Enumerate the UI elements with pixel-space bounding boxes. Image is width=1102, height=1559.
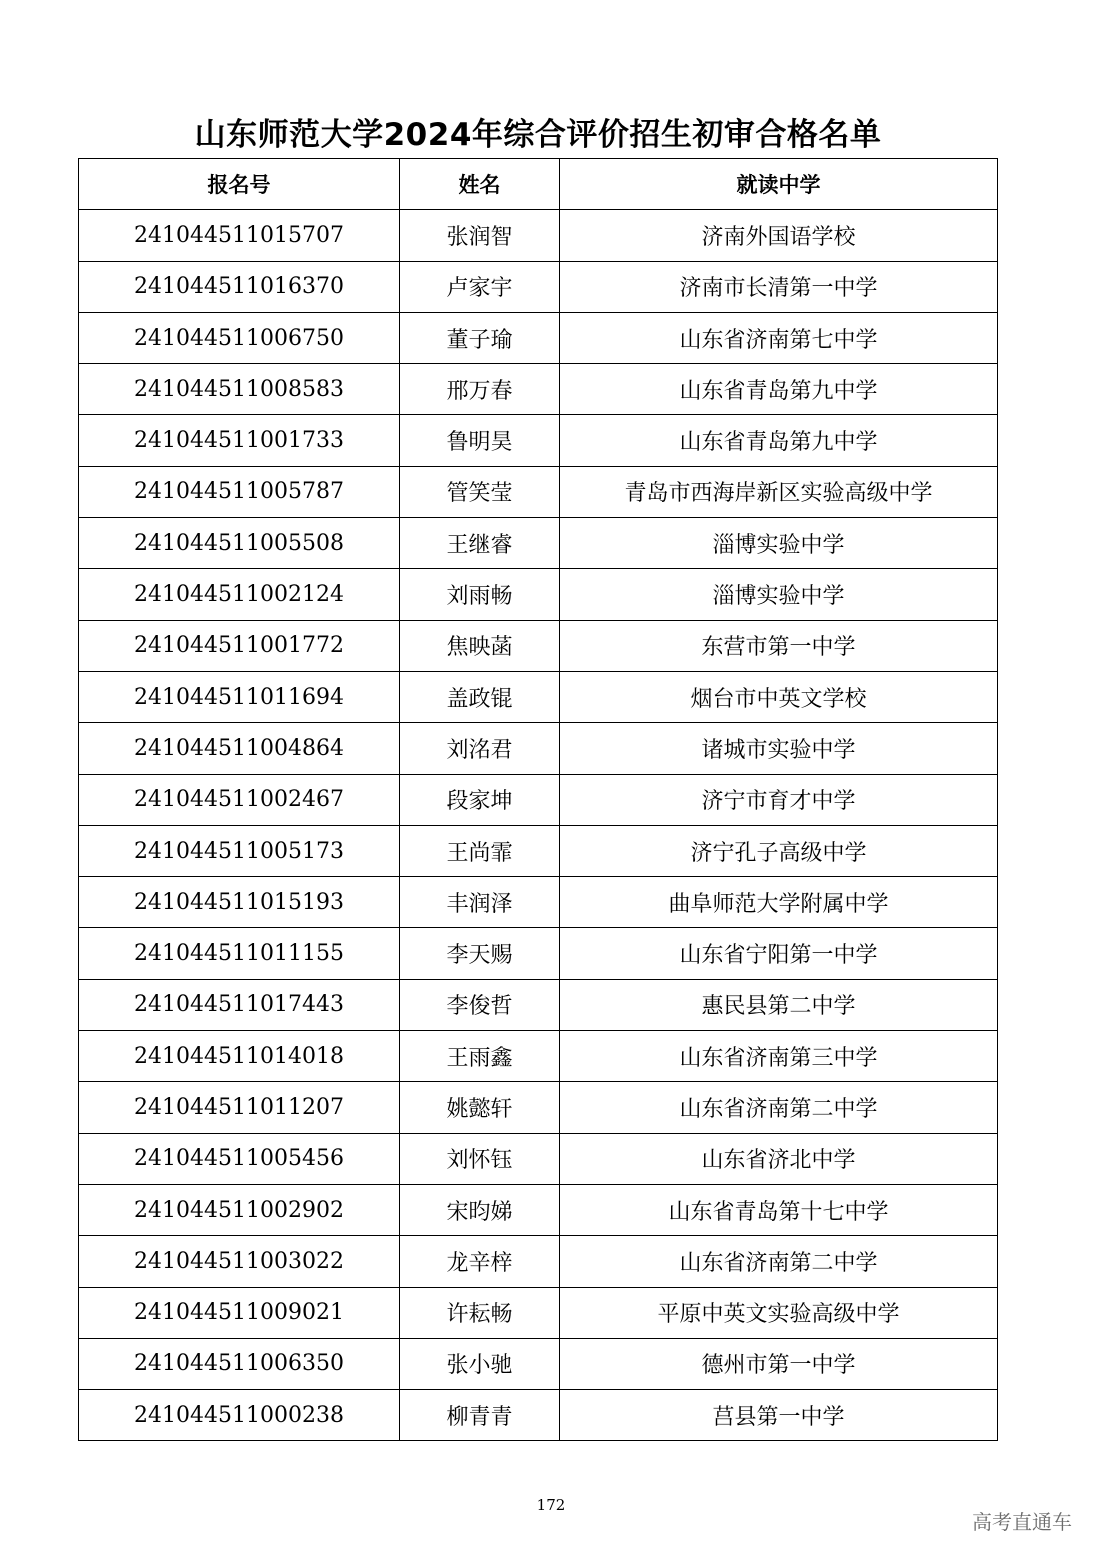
student-name-cell: 董子瑜 — [400, 312, 560, 363]
registration-number-cell: 241044511002902 — [79, 1184, 400, 1235]
table-row — [79, 723, 998, 774]
table-row — [79, 1287, 998, 1338]
registration-number-cell: 241044511006750 — [79, 312, 400, 363]
registration-number-cell: 241044511014018 — [79, 1031, 400, 1082]
student-name-cell: 鲁明昊 — [400, 415, 560, 466]
school-cell: 济南外国语学校 — [560, 210, 998, 261]
school-cell: 济宁孔子高级中学 — [560, 825, 998, 876]
student-name-cell: 张小驰 — [400, 1338, 560, 1389]
student-name-cell: 李俊哲 — [400, 979, 560, 1030]
school-cell: 济南市长清第一中学 — [560, 261, 998, 312]
table-row — [79, 979, 998, 1030]
table-row — [79, 620, 998, 671]
student-name-cell: 焦映菡 — [400, 620, 560, 671]
table-row — [79, 928, 998, 979]
school-cell: 惠民县第二中学 — [560, 979, 998, 1030]
registration-number-cell: 241044511002467 — [79, 774, 400, 825]
table-row — [79, 518, 998, 569]
registration-number-cell: 241044511005508 — [79, 518, 400, 569]
header-registration-number: 报名号 — [79, 159, 400, 210]
student-name-cell: 李天赐 — [400, 928, 560, 979]
registration-number-cell: 241044511003022 — [79, 1236, 400, 1287]
registration-number-cell: 241044511017443 — [79, 979, 400, 1030]
student-name-cell: 邢万春 — [400, 364, 560, 415]
table-row — [79, 671, 998, 722]
school-cell: 山东省青岛第九中学 — [560, 415, 998, 466]
student-name-cell: 张润智 — [400, 210, 560, 261]
school-cell: 平原中英文实验高级中学 — [560, 1287, 998, 1338]
student-name-cell: 卢家宇 — [400, 261, 560, 312]
student-name-cell: 丰润泽 — [400, 877, 560, 928]
school-cell: 烟台市中英文学校 — [560, 671, 998, 722]
student-name-cell: 王雨鑫 — [400, 1031, 560, 1082]
student-name-cell: 许耘畅 — [400, 1287, 560, 1338]
table-row — [79, 1133, 998, 1184]
student-name-cell: 龙辛梓 — [400, 1236, 560, 1287]
candidate-table — [78, 158, 998, 1441]
table-row — [79, 364, 998, 415]
table-row — [79, 466, 998, 517]
table-row — [79, 1184, 998, 1235]
watermark-text: 高考直通车 — [972, 1510, 1072, 1534]
header-name: 姓名 — [400, 159, 560, 210]
student-name-cell: 刘雨畅 — [400, 569, 560, 620]
school-cell: 淄博实验中学 — [560, 569, 998, 620]
registration-number-cell: 241044511000238 — [79, 1390, 400, 1441]
school-cell: 山东省济南第二中学 — [560, 1082, 998, 1133]
header-school: 就读中学 — [560, 159, 998, 210]
student-name-cell: 刘洺君 — [400, 723, 560, 774]
table-row — [79, 1390, 998, 1441]
school-cell: 山东省青岛第九中学 — [560, 364, 998, 415]
school-cell: 山东省宁阳第一中学 — [560, 928, 998, 979]
school-cell: 诸城市实验中学 — [560, 723, 998, 774]
page-title: 山东师范大学2024年综合评价招生初审合格名单 — [194, 117, 882, 153]
table-row — [79, 415, 998, 466]
student-name-cell: 段家坤 — [400, 774, 560, 825]
table-row — [79, 825, 998, 876]
school-cell: 莒县第一中学 — [560, 1390, 998, 1441]
registration-number-cell: 241044511015193 — [79, 877, 400, 928]
student-name-cell: 姚懿轩 — [400, 1082, 560, 1133]
table-row — [79, 1236, 998, 1287]
registration-number-cell: 241044511005173 — [79, 825, 400, 876]
school-cell: 山东省济北中学 — [560, 1133, 998, 1184]
school-cell: 德州市第一中学 — [560, 1338, 998, 1389]
school-cell: 青岛市西海岸新区实验高级中学 — [560, 466, 998, 517]
school-cell: 曲阜师范大学附属中学 — [560, 877, 998, 928]
registration-number-cell: 241044511008583 — [79, 364, 400, 415]
table-row — [79, 312, 998, 363]
student-name-cell: 王继睿 — [400, 518, 560, 569]
school-cell: 淄博实验中学 — [560, 518, 998, 569]
table-row — [79, 1031, 998, 1082]
registration-number-cell: 241044511006350 — [79, 1338, 400, 1389]
registration-number-cell: 241044511005456 — [79, 1133, 400, 1184]
table-body — [79, 210, 998, 1441]
registration-number-cell: 241044511011694 — [79, 671, 400, 722]
school-cell: 山东省青岛第十七中学 — [560, 1184, 998, 1235]
table-row — [79, 210, 998, 261]
school-cell: 山东省济南第二中学 — [560, 1236, 998, 1287]
table-row — [79, 877, 998, 928]
school-cell: 山东省济南第三中学 — [560, 1031, 998, 1082]
registration-number-cell: 241044511011155 — [79, 928, 400, 979]
table-row — [79, 774, 998, 825]
registration-number-cell: 241044511016370 — [79, 261, 400, 312]
school-cell: 东营市第一中学 — [560, 620, 998, 671]
school-cell: 济宁市育才中学 — [560, 774, 998, 825]
registration-number-cell: 241044511009021 — [79, 1287, 400, 1338]
registration-number-cell: 241044511001772 — [79, 620, 400, 671]
student-name-cell: 刘怀钰 — [400, 1133, 560, 1184]
student-name-cell: 盖政锟 — [400, 671, 560, 722]
registration-number-cell: 241044511015707 — [79, 210, 400, 261]
student-name-cell: 王尚霏 — [400, 825, 560, 876]
table-row — [79, 261, 998, 312]
student-name-cell: 管笑莹 — [400, 466, 560, 517]
table-header-row — [79, 159, 998, 210]
page-number: 172 — [536, 1496, 566, 1514]
table-row — [79, 1338, 998, 1389]
school-cell: 山东省济南第七中学 — [560, 312, 998, 363]
registration-number-cell: 241044511011207 — [79, 1082, 400, 1133]
registration-number-cell: 241044511002124 — [79, 569, 400, 620]
registration-number-cell: 241044511005787 — [79, 466, 400, 517]
registration-number-cell: 241044511001733 — [79, 415, 400, 466]
table-row — [79, 569, 998, 620]
registration-number-cell: 241044511004864 — [79, 723, 400, 774]
student-name-cell: 宋昀娣 — [400, 1184, 560, 1235]
table-row — [79, 1082, 998, 1133]
student-name-cell: 柳青青 — [400, 1390, 560, 1441]
